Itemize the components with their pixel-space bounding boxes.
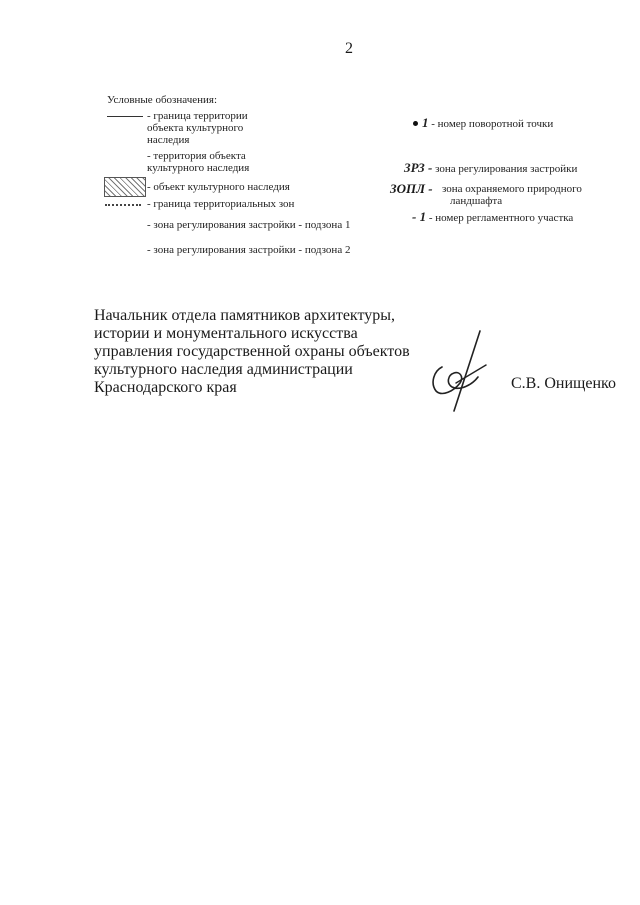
hatch-symbol <box>104 177 146 197</box>
legend-item-zopl: зона охраняемого природного ландшафта <box>442 183 582 207</box>
legend-item-subzone-1: - зона регулирования застройки - подзона 1 <box>147 219 351 231</box>
zone-boundary-symbol <box>105 204 141 206</box>
legend-code-zopl: ЗОПЛ - <box>390 181 433 196</box>
signer-name: С.В. Онищенко <box>511 375 616 392</box>
handwritten-signature <box>420 325 500 415</box>
legend-item-heritage-boundary: - граница территории объекта культурного наследия <box>147 110 248 146</box>
legend-item-zone-boundary: - граница территориальных зон <box>147 198 295 210</box>
legend-item-subzone-2: - зона регулирования застройки - подзона 2 <box>147 244 351 256</box>
boundary-line-symbol <box>107 116 143 117</box>
legend-item-regulation-plot: - 1 - номер регламентного участка <box>412 209 574 224</box>
legend-item-zrz: ЗРЗ - зона регулирования застройки <box>404 160 578 175</box>
legend-item-heritage-object: - объект культурного наследия <box>147 181 290 193</box>
turning-point-dot-icon <box>413 121 418 126</box>
legend-title: Условные обозначения: <box>107 94 218 106</box>
signer-position: Начальник отдела памятников архитектуры, истории и монументального искусства управления государственной охраны объектов культурного наследия администрации Краснодарского края <box>94 307 410 396</box>
legend-item-heritage-territory: - территория объекта культурного наследия <box>147 150 250 174</box>
page-number: 2 <box>345 40 353 57</box>
legend-item-turning-point: 1 - номер поворотной точки <box>422 115 554 130</box>
